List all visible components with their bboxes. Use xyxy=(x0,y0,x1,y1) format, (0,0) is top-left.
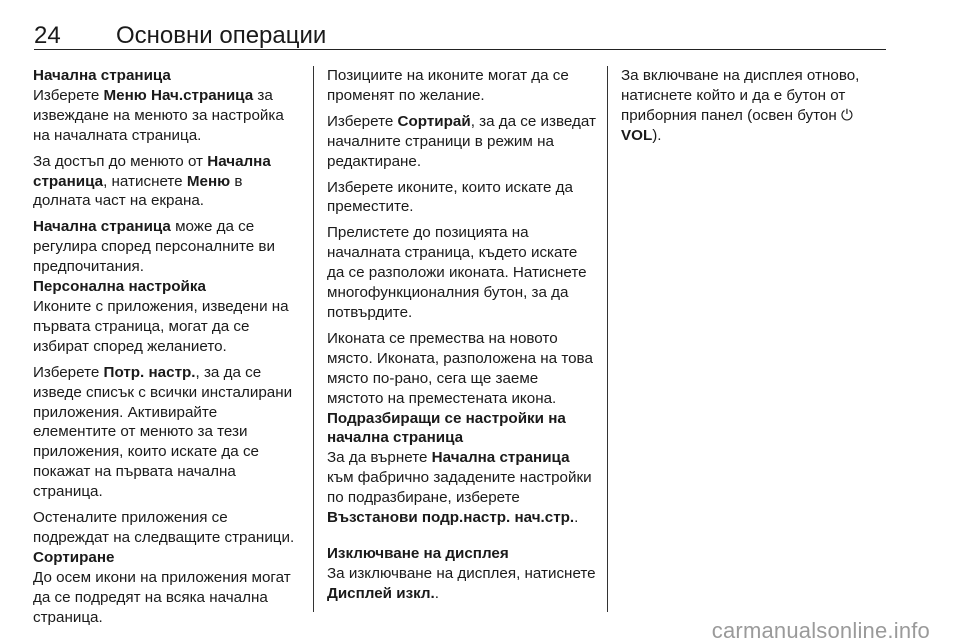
paragraph: Прелистете до позицията на началната страница, където искате да се разположи иконата. Натиснете многофункционалния бутон, за да потвърдите. xyxy=(327,224,587,321)
paragraph: Изберете Сортирай, за да се изведат началните страници в режим на редактиране. xyxy=(327,112,596,170)
section-heading-display-off: Изключване на дисплея xyxy=(327,544,509,562)
section-heading-sorting: Сортиране xyxy=(33,548,115,566)
column-2 xyxy=(327,66,597,610)
section-heading-default-settings: Подразбиращи се настройки на начална страница xyxy=(327,409,566,447)
paragraph: За включване на дисплея отново, натиснете който и да е бутон от приборния панел (освен бутон ⏻ VOL). xyxy=(621,67,860,144)
column-divider-2 xyxy=(607,66,608,612)
paragraph: Позициите на иконите могат да се променят по желание. xyxy=(327,67,569,104)
paragraph: До осем икони на приложения могат да се подредят на всяка начална страница. xyxy=(33,568,291,626)
column-divider-1 xyxy=(313,66,314,612)
paragraph: Остеналите приложения се подреждат на следващите страници. xyxy=(33,509,295,546)
paragraph: Начална страница може да се регулира според персоналните ви предпочитания. xyxy=(33,218,275,276)
column-1 xyxy=(33,66,303,633)
paragraph: Иконата се премества на новото място. Иконата, разположена на това място по-рано, сега ще заеме мястото на преместената икона. xyxy=(327,329,593,407)
watermark: carmanualsonline.info xyxy=(711,618,930,643)
paragraph: Иконите с приложения, изведени на първата страница, могат да се избират според желанието. xyxy=(33,297,289,355)
paragraph: За да върнете Начална страница към фабрично зададените настройки по подразбиране, изберете Възстанови подр.настр. нач.стр.. xyxy=(327,449,592,527)
page-number: 24 xyxy=(34,22,61,49)
section-heading-home-page: Начална страница xyxy=(33,67,171,84)
power-icon: ⏻ xyxy=(841,106,854,124)
paragraph: Изберете Потр. настр., за да се изведе списък с всички инсталирани приложения. Активирайте елементите от менюто за тези приложения, които искате да се покажат на първата начална страница. xyxy=(33,363,293,501)
paragraph: Изберете Меню Нач.страница за извеждане на менюто за настройка на началната страница. xyxy=(33,86,284,144)
header-rule xyxy=(34,49,886,50)
column-3 xyxy=(621,66,891,152)
page-header xyxy=(0,0,960,50)
section-heading-personal-settings: Персонална настройка xyxy=(33,278,206,296)
paragraph: Изберете иконите, които искате да преместите. xyxy=(327,178,573,216)
paragraph: За достъп до менюто от Начална страница, натиснете Меню в долната част на екрана. xyxy=(33,152,271,210)
paragraph: За изключване на дисплея, натиснете Дисплей изкл.. xyxy=(327,564,596,602)
chapter-title: Основни операции xyxy=(116,22,327,49)
